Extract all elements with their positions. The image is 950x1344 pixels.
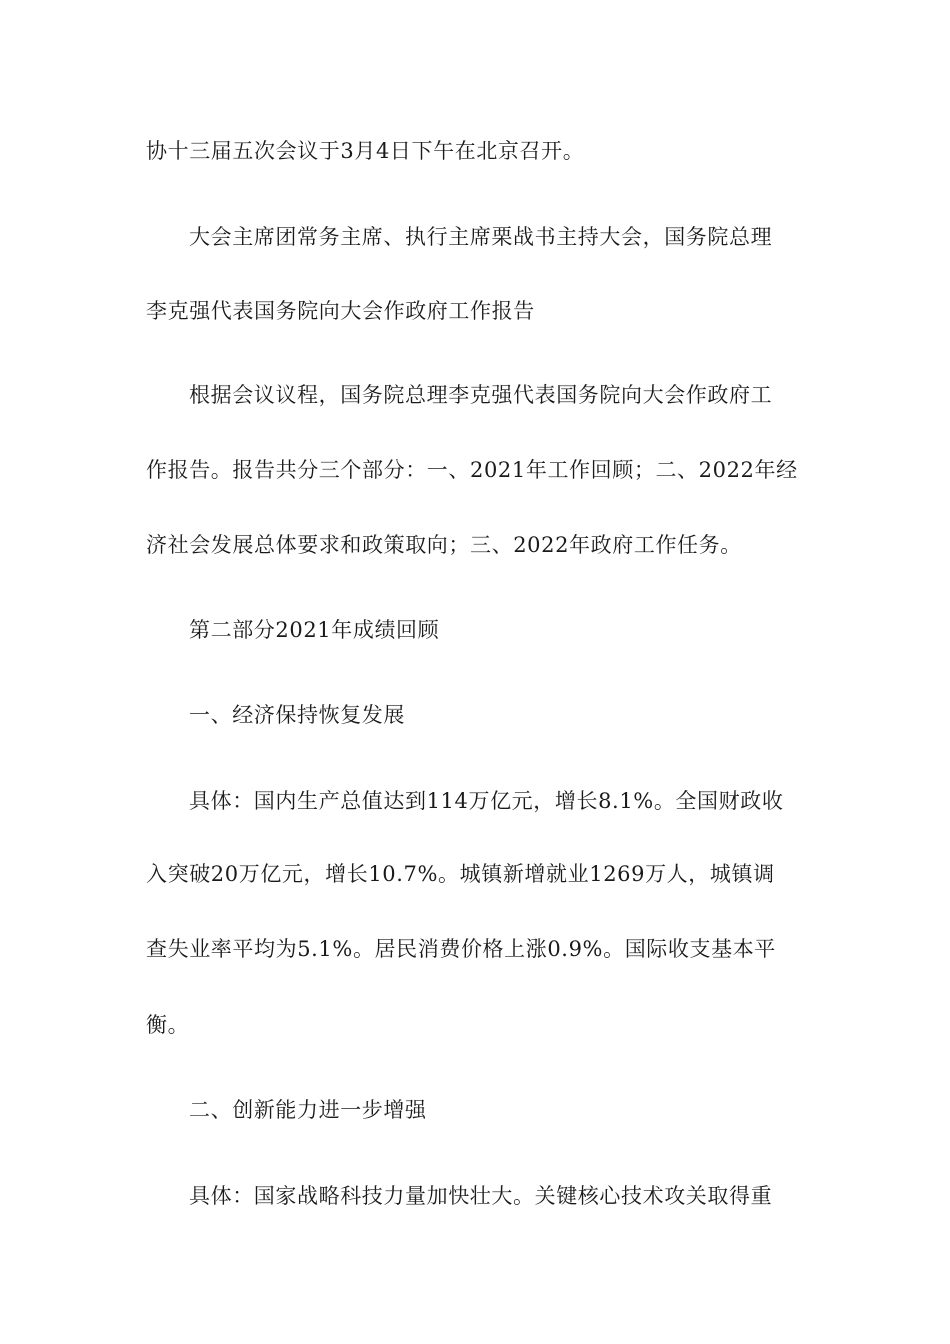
body-text-line: 济社会发展总体要求和政策取向；三、2022年政府工作任务。 bbox=[146, 533, 742, 557]
body-text-line: 李克强代表国务院向大会作政府工作报告 bbox=[146, 299, 535, 323]
paragraph-first-line: 具体：国内生产总值达到114万亿元，增长8.1%。全国财政收 bbox=[189, 789, 784, 813]
body-text-line: 衡。 bbox=[146, 1013, 190, 1037]
paragraph-first-line: 具体：国家战略科技力量加快壮大。关键核心技术攻关取得重 bbox=[189, 1184, 773, 1208]
body-text-line: 作报告。报告共分三个部分：一、2021年工作回顾；二、2022年经 bbox=[146, 458, 798, 482]
paragraph-first-line: 根据会议议程，国务院总理李克强代表国务院向大会作政府工 bbox=[189, 383, 773, 407]
section-heading: 第二部分2021年成绩回顾 bbox=[189, 618, 440, 642]
paragraph-first-line: 大会主席团常务主席、执行主席栗战书主持大会，国务院总理 bbox=[189, 225, 773, 249]
body-text-line: 入突破20万亿元，增长10.7%。城镇新增就业1269万人，城镇调 bbox=[146, 862, 775, 886]
subsection-heading: 二、创新能力进一步增强 bbox=[189, 1098, 427, 1122]
subsection-heading: 一、经济保持恢复发展 bbox=[189, 703, 405, 727]
body-text-line: 协十三届五次会议于3月4日下午在北京召开。 bbox=[146, 139, 585, 163]
body-text-line: 查失业率平均为5.1%。居民消费价格上涨0.9%。国际收支基本平 bbox=[146, 937, 776, 961]
